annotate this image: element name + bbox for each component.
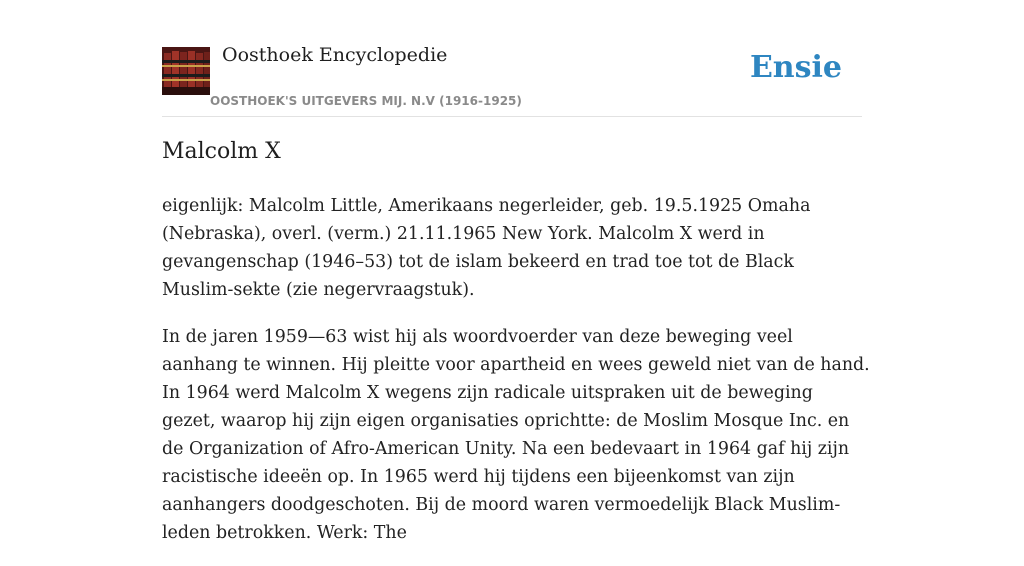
book-spines-icon (162, 47, 210, 95)
article-paragraph: In de jaren 1959—63 wist hij als woordvoerder van deze beweging veel aanhang te winnen. Hij pleitte voor apartheid en wees geweld niet van de hand. In 1964 werd Malcolm X wegens zijn radicale uitspraken uit de beweging gezet, waarop hij zijn eigen organisaties oprichtte: de Moslim Mosque Inc. en de Organization of Afro-American Unity. Na een bedevaart in 1964 gaf hij zijn racistische ideeën op. In 1965 werd hij tijdens een bijeenkomst van zijn aanhangers doodgeschoten. Bij de moord waren vermoedelijk Black Muslim-leden betrokken. Werk: The (162, 327, 870, 543)
brand-logo[interactable]: Ensie (749, 50, 842, 85)
source-subtitle: OOSTHOEK'S UITGEVERS MIJ. N.V (1916-1925) (210, 94, 522, 108)
source-name[interactable]: Oosthoek Encyclopedie (222, 44, 448, 66)
article-paragraph: eigenlijk: Malcolm Little, Amerikaans negerleider, geb. 19.5.1925 Omaha (Nebraska), overl. (verm.) 21.11.1965 New York. Malcolm X werd in gevangenschap (1946–53) tot de islam bekeerd en trad toe tot de Black Muslim-sekte (zie negervraagstuk). (162, 196, 811, 300)
article-title: Malcolm X (162, 139, 281, 164)
source-avatar[interactable] (162, 47, 210, 95)
source-header (162, 0, 862, 117)
article-body (162, 192, 870, 566)
